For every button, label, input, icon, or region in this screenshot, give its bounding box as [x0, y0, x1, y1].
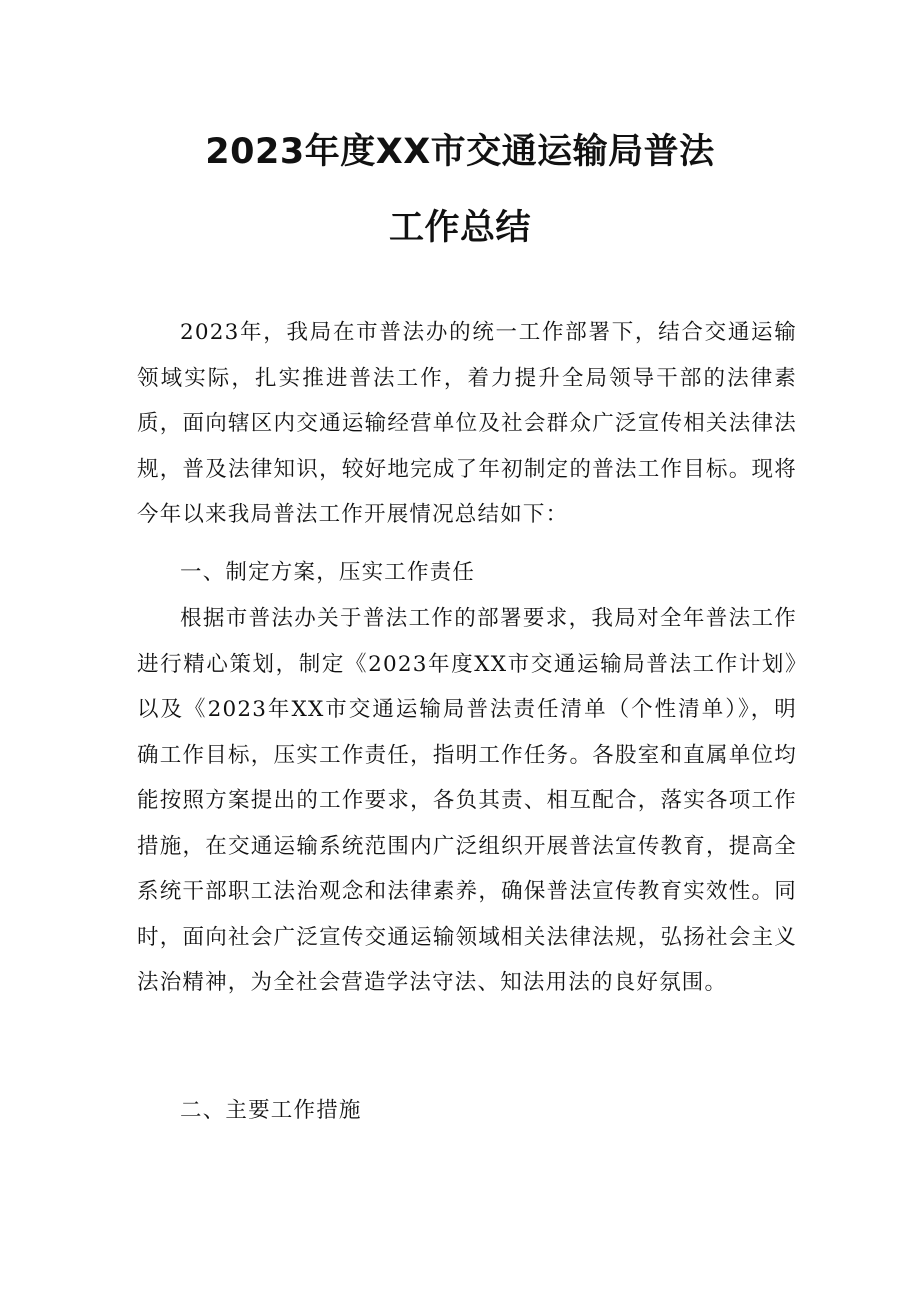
document-title-line-2: 工作总结 [388, 208, 531, 248]
intro-paragraph: 2023年，我局在市普法办的统一工作部署下，结合交通运输领域实际，扎实推进普法工作，着力提升全局领导干部的法律素质，面向辖区内交通运输经营单位及社会群众广泛宣传相关法律法规，普及法律知识，较好地完成了年初制定的普法工作目标。现将今年以来我局普法工作开展情况总结如下： [137, 320, 797, 527]
section-1-paragraph: 根据市普法办关于普法工作的部署要求，我局对全年普法工作进行精心策划，制定《2023年度XX市交通运输局普法工作计划》以及《2023年XX市交通运输局普法责任清单（个性清单）》，明确工作目标，压实工作责任，指明工作任务。各股室和直属单位均能按照方案提出的工作要求，各负其责、相互配合，落实各项工作措施，在交通运输系统范围内广泛组织开展普法宣传教育，提高全系统干部职工法治观念和法律素养，确保普法宣传教育实效性。同时，面向社会广泛宣传交通运输领域相关法律法规，弘扬社会主义法治精神，为全社会营造学法守法、知法用法的良好氛围。 [137, 606, 797, 995]
section-heading-2: 二、主要工作措施 [180, 1098, 362, 1123]
document-title-line-1: 2023年度XX市交通运输局普法 [205, 132, 715, 172]
section-heading-1: 一、制定方案，压实工作责任 [180, 560, 476, 585]
